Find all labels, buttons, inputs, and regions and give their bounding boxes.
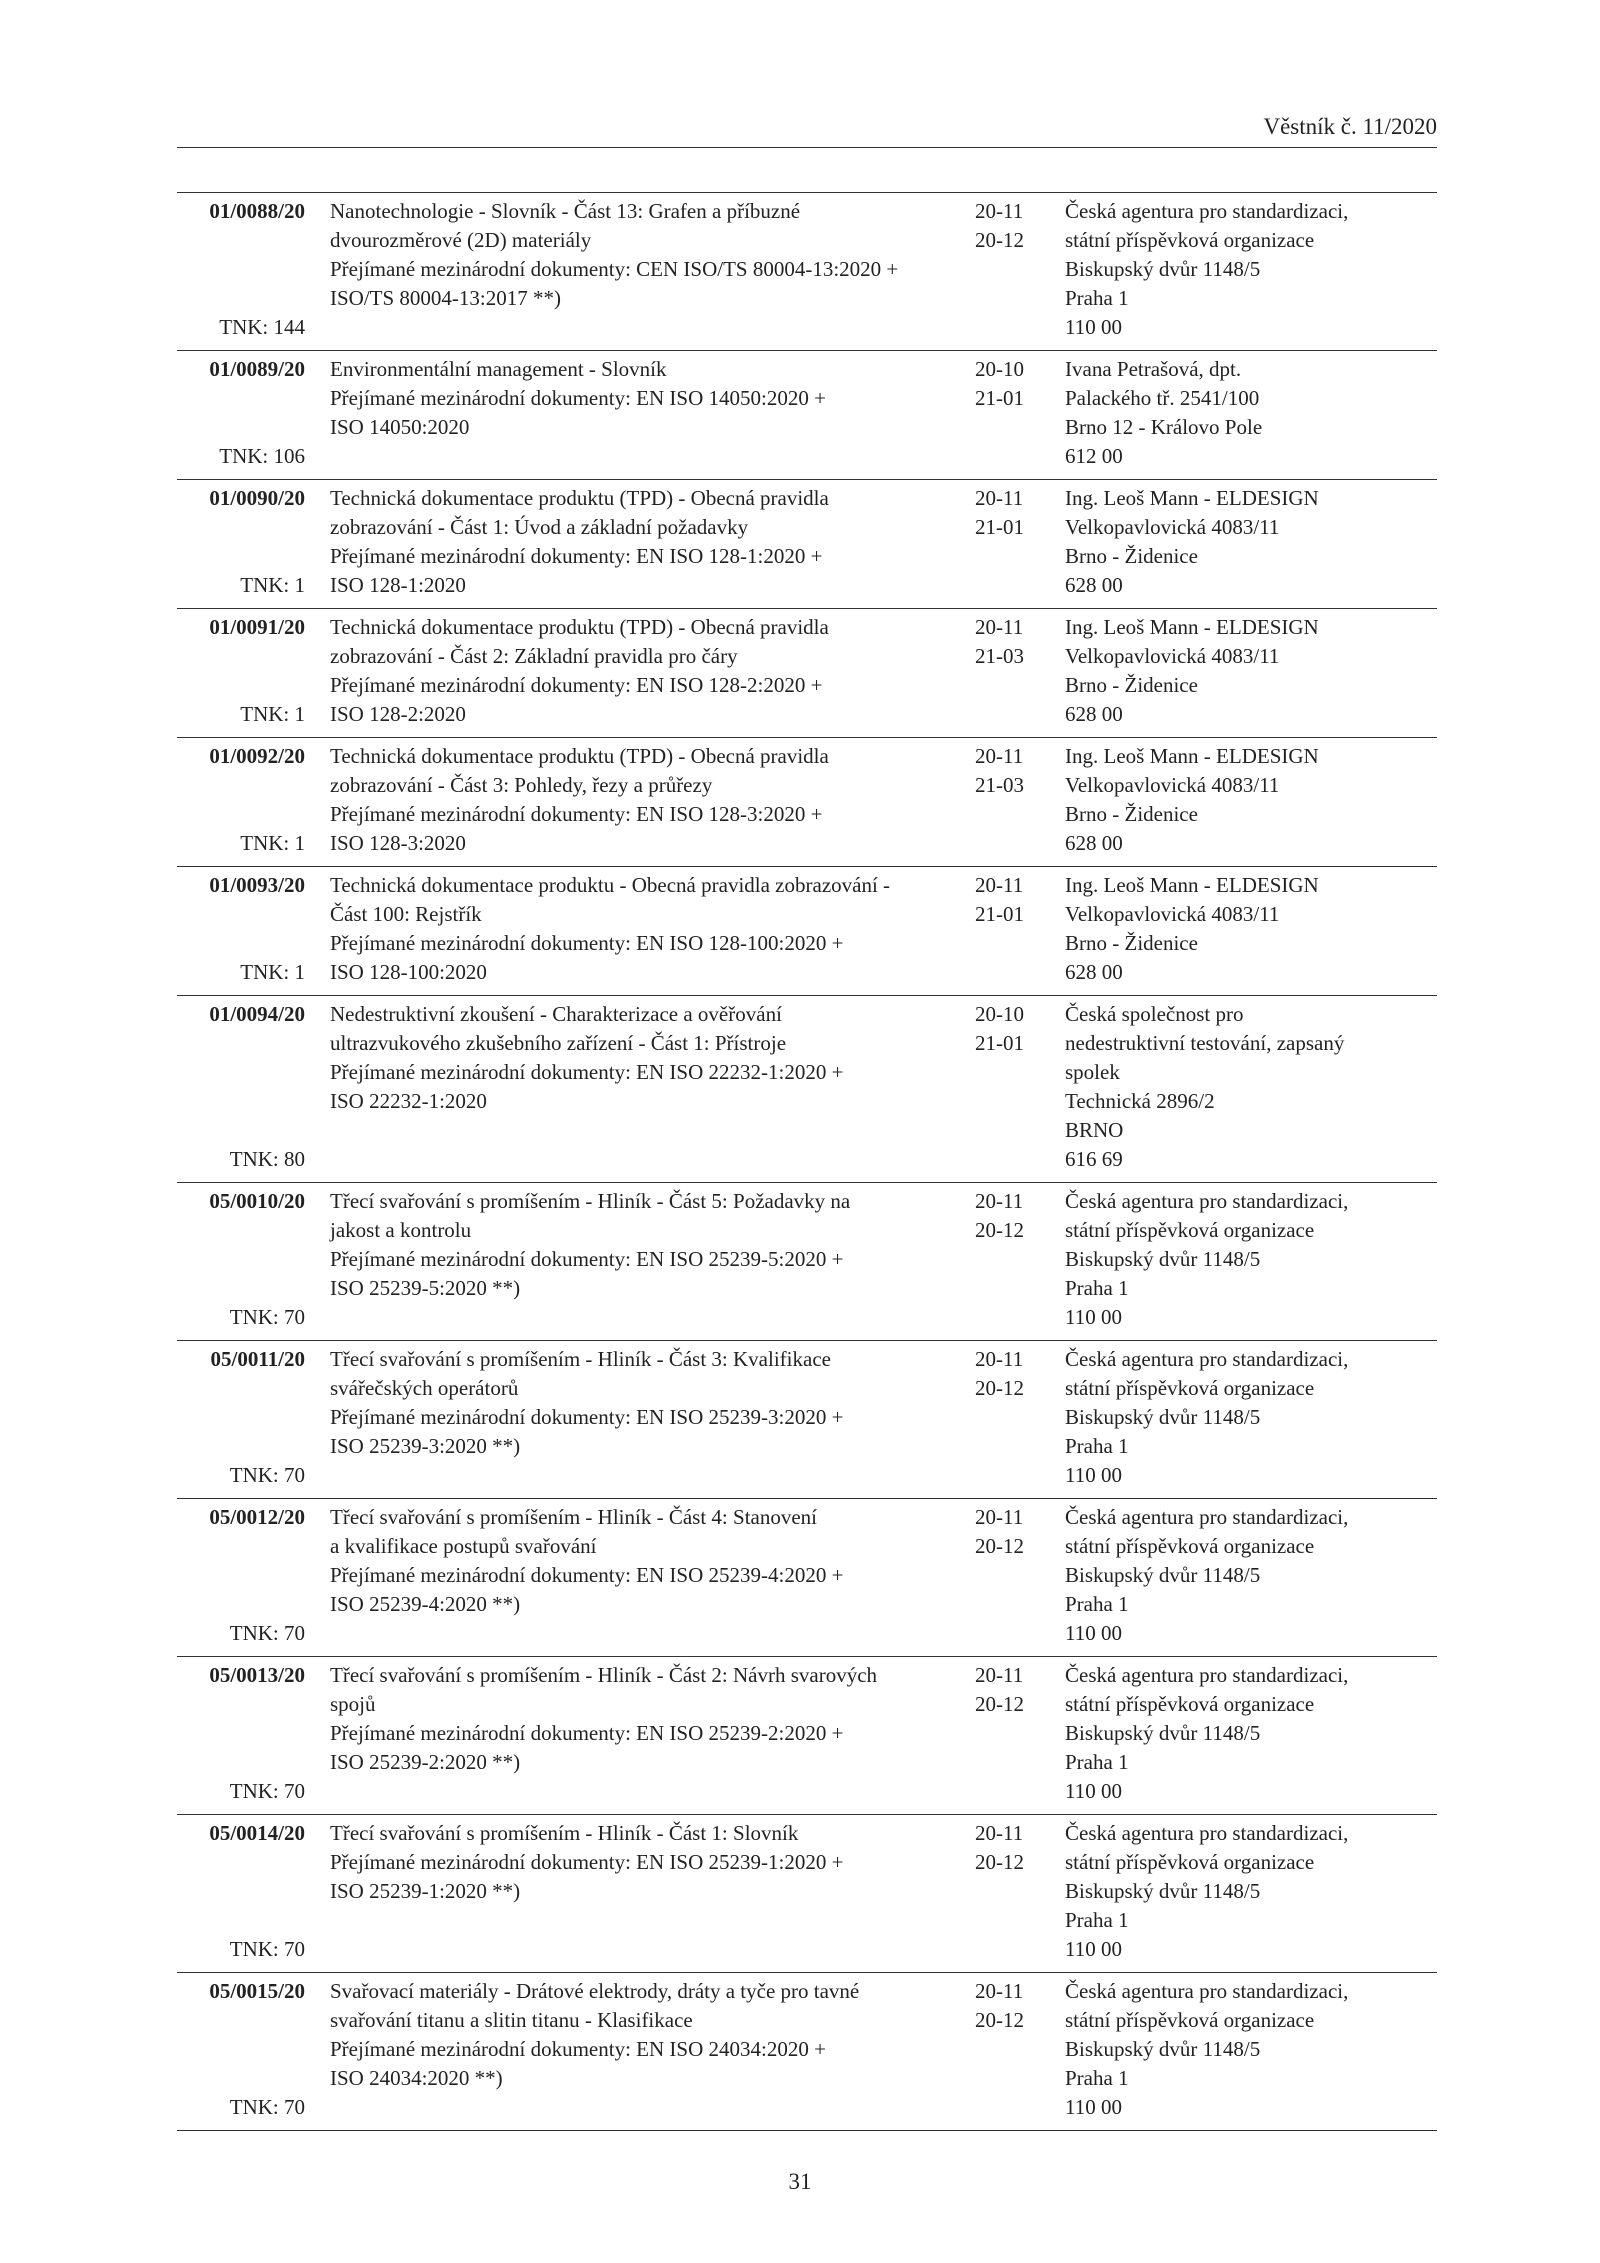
table-row: [177, 1499, 1437, 1657]
address-line: Biskupský dvůr 1148/5: [1065, 1563, 1261, 1587]
record-id-cell: [177, 484, 305, 600]
record-number: 05/0012/20: [209, 1505, 305, 1529]
table-row: [177, 1815, 1437, 1973]
record-id-cell: [177, 613, 305, 729]
address-line: 612 00: [1065, 444, 1123, 468]
table-row: [177, 480, 1437, 609]
address-line: 110 00: [1065, 1305, 1122, 1329]
address-line: Česká agentura pro standardizaci,: [1065, 1663, 1349, 1687]
dates-cell: [969, 355, 1059, 471]
address-cell: [1059, 1819, 1437, 1964]
record-id-cell: [177, 355, 305, 471]
address-line: 110 00: [1065, 1937, 1122, 1961]
standard-title-line: ISO 24034:2020 **): [330, 2066, 503, 2090]
address-line: státní příspěvková organizace: [1065, 1218, 1315, 1242]
address-line: 110 00: [1065, 1463, 1122, 1487]
standard-title-line: svářečských operátorů: [330, 1376, 519, 1400]
standard-title-line: Třecí svařování s promíšením - Hliník - Část 1: Slovník: [330, 1821, 799, 1845]
table-row: [177, 351, 1437, 480]
address-cell: [1059, 484, 1437, 600]
standard-title-line: ISO/TS 80004-13:2017 **): [330, 286, 561, 310]
record-id-cell: [177, 871, 305, 987]
date-value: 20-11: [975, 1663, 1024, 1687]
standard-title-cell: [305, 1819, 969, 1964]
date-value: 20-10: [975, 357, 1024, 381]
address-line: Ing. Leoš Mann - ELDESIGN: [1065, 873, 1319, 897]
address-line: Biskupský dvůr 1148/5: [1065, 2037, 1261, 2061]
record-number: 01/0089/20: [209, 357, 305, 381]
standard-title-line: Technická dokumentace produktu (TPD) - Obecná pravidla: [330, 744, 829, 768]
standard-title-line: Přejímané mezinárodní dokumenty: EN ISO 25239-1:2020 +: [330, 1850, 844, 1874]
standard-title-line: dvourozměrové (2D) materiály: [330, 228, 592, 252]
record-number: 01/0091/20: [209, 615, 305, 639]
address-line: Velkopavlovická 4083/11: [1065, 773, 1280, 797]
standard-title-line: Svařovací materiály - Drátové elektrody, dráty a tyče pro tavné: [330, 1979, 860, 2003]
standard-title-line: Environmentální management - Slovník: [330, 357, 667, 381]
date-value: 20-12: [975, 228, 1024, 252]
address-cell: [1059, 1345, 1437, 1490]
standard-title-line: ISO 128-100:2020: [330, 960, 487, 984]
address-cell: [1059, 1503, 1437, 1648]
standard-title-line: Přejímané mezinárodní dokumenty: CEN ISO/TS 80004-13:2020 +: [330, 257, 899, 281]
address-line: Praha 1: [1065, 1434, 1129, 1458]
address-line: Technická 2896/2: [1065, 1089, 1215, 1113]
standard-title-line: ISO 25239-5:2020 **): [330, 1276, 521, 1300]
address-line: 110 00: [1065, 1621, 1122, 1645]
tnk-label: TNK: 70: [229, 1621, 305, 1645]
address-line: státní příspěvková organizace: [1065, 1376, 1315, 1400]
standard-title-line: spojů: [330, 1692, 376, 1716]
standard-title-line: Přejímané mezinárodní dokumenty: EN ISO 128-3:2020 +: [330, 802, 823, 826]
date-value: 20-11: [975, 486, 1024, 510]
record-number: 05/0013/20: [209, 1663, 305, 1687]
address-line: Česká agentura pro standardizaci,: [1065, 1821, 1349, 1845]
address-line: Praha 1: [1065, 286, 1129, 310]
record-id-cell: [177, 742, 305, 858]
record-id-cell: [177, 1661, 305, 1806]
date-value: 20-12: [975, 1534, 1024, 1558]
standard-title-line: Třecí svařování s promíšením - Hliník - Část 5: Požadavky na: [330, 1189, 851, 1213]
address-line: 110 00: [1065, 2095, 1122, 2119]
date-value: 20-11: [975, 1505, 1024, 1529]
address-cell: [1059, 197, 1437, 342]
address-line: Česká agentura pro standardizaci,: [1065, 1505, 1349, 1529]
dates-cell: [969, 742, 1059, 858]
date-value: 21-03: [975, 644, 1024, 668]
standard-title-cell: [305, 484, 969, 600]
date-value: 20-12: [975, 1850, 1024, 1874]
record-id-cell: [177, 1977, 305, 2122]
dates-cell: [969, 484, 1059, 600]
address-line: Brno - Židenice: [1065, 673, 1198, 697]
date-value: 21-01: [975, 1031, 1024, 1055]
date-value: 20-11: [975, 199, 1024, 223]
standard-title-line: Technická dokumentace produktu - Obecná pravidla zobrazování -: [330, 873, 891, 897]
address-cell: [1059, 613, 1437, 729]
record-id-cell: [177, 1000, 305, 1174]
address-cell: [1059, 1000, 1437, 1174]
standard-title-line: Třecí svařování s promíšením - Hliník - Část 3: Kvalifikace: [330, 1347, 831, 1371]
standard-title-line: Nanotechnologie - Slovník - Část 13: Grafen a příbuzné: [330, 199, 801, 223]
table-row: [177, 867, 1437, 996]
address-line: 110 00: [1065, 1779, 1122, 1803]
address-line: státní příspěvková organizace: [1065, 1534, 1315, 1558]
tnk-label: TNK: 70: [229, 2095, 305, 2119]
standard-title-line: Přejímané mezinárodní dokumenty: EN ISO 24034:2020 +: [330, 2037, 826, 2061]
record-number: 05/0011/20: [210, 1347, 305, 1371]
standard-title-cell: [305, 1503, 969, 1648]
standard-title-line: Přejímané mezinárodní dokumenty: EN ISO 22232-1:2020 +: [330, 1060, 844, 1084]
table-row: [177, 1657, 1437, 1815]
address-line: Biskupský dvůr 1148/5: [1065, 1879, 1261, 1903]
tnk-label: TNK: 70: [229, 1305, 305, 1329]
address-line: Česká společnost pro: [1065, 1002, 1244, 1026]
address-line: Velkopavlovická 4083/11: [1065, 515, 1280, 539]
standard-title-line: Přejímané mezinárodní dokumenty: EN ISO 25239-2:2020 +: [330, 1721, 844, 1745]
address-line: Palackého tř. 2541/100: [1065, 386, 1260, 410]
standard-title-line: a kvalifikace postupů svařování: [330, 1534, 597, 1558]
address-line: 628 00: [1065, 573, 1123, 597]
address-cell: [1059, 1977, 1437, 2122]
date-value: 20-12: [975, 1218, 1024, 1242]
date-value: 20-10: [975, 1002, 1024, 1026]
address-line: Biskupský dvůr 1148/5: [1065, 1721, 1261, 1745]
date-value: 20-11: [975, 1347, 1024, 1371]
standard-title-line: Přejímané mezinárodní dokumenty: EN ISO 128-100:2020 +: [330, 931, 844, 955]
record-number: 01/0093/20: [209, 873, 305, 897]
tnk-label: TNK: 70: [229, 1937, 305, 1961]
standard-title-line: zobrazování - Část 1: Úvod a základní požadavky: [330, 515, 749, 539]
date-value: 21-01: [975, 386, 1024, 410]
standard-title-line: Přejímané mezinárodní dokumenty: EN ISO 14050:2020 +: [330, 386, 826, 410]
standard-title-line: zobrazování - Část 3: Pohledy, řezy a průřezy: [330, 773, 713, 797]
table-row: [177, 193, 1437, 351]
tnk-label: TNK: 1: [240, 573, 305, 597]
date-value: 21-01: [975, 902, 1024, 926]
address-line: 110 00: [1065, 315, 1122, 339]
tnk-label: TNK: 1: [240, 831, 305, 855]
dates-cell: [969, 613, 1059, 729]
table-row: [177, 996, 1437, 1183]
record-id-cell: [177, 1503, 305, 1648]
standard-title-line: Třecí svařování s promíšením - Hliník - Část 4: Stanovení: [330, 1505, 817, 1529]
table-row: [177, 609, 1437, 738]
address-line: Ing. Leoš Mann - ELDESIGN: [1065, 486, 1319, 510]
date-value: 20-12: [975, 1692, 1024, 1716]
standard-title-line: ultrazvukového zkušebního zařízení - Část 1: Přístroje: [330, 1031, 787, 1055]
record-number: 05/0014/20: [209, 1821, 305, 1845]
standard-title-line: svařování titanu a slitin titanu - Klasifikace: [330, 2008, 693, 2032]
address-line: Brno - Židenice: [1065, 544, 1198, 568]
standard-title-line: ISO 128-3:2020: [330, 831, 466, 855]
standard-title-line: Třecí svařování s promíšením - Hliník - Část 2: Návrh svarových: [330, 1663, 878, 1687]
record-id-cell: [177, 1187, 305, 1332]
record-number: 01/0094/20: [209, 1002, 305, 1026]
standard-title-line: Přejímané mezinárodní dokumenty: EN ISO 25239-4:2020 +: [330, 1563, 844, 1587]
standard-title-cell: [305, 355, 969, 471]
standard-title-line: ISO 22232-1:2020: [330, 1089, 487, 1113]
standard-title-line: jakost a kontrolu: [330, 1218, 472, 1242]
record-id-cell: [177, 197, 305, 342]
address-line: Brno - Židenice: [1065, 931, 1198, 955]
table-row: [177, 1183, 1437, 1341]
standard-title-line: Přejímané mezinárodní dokumenty: EN ISO 25239-5:2020 +: [330, 1247, 844, 1271]
standard-title-line: ISO 128-1:2020: [330, 573, 466, 597]
header-divider: [177, 147, 1437, 148]
standard-title-line: ISO 25239-1:2020 **): [330, 1879, 521, 1903]
address-line: BRNO: [1065, 1118, 1124, 1142]
date-value: 20-11: [975, 615, 1024, 639]
record-number: 01/0090/20: [209, 486, 305, 510]
tnk-label: TNK: 80: [229, 1147, 305, 1171]
address-line: Biskupský dvůr 1148/5: [1065, 257, 1261, 281]
address-line: 616 69: [1065, 1147, 1123, 1171]
standard-title-line: ISO 25239-2:2020 **): [330, 1750, 521, 1774]
record-id-cell: [177, 1819, 305, 1964]
date-value: 20-11: [975, 873, 1024, 897]
standard-title-line: Část 100: Rejstřík: [330, 902, 482, 926]
standard-title-line: Přejímané mezinárodní dokumenty: EN ISO 128-2:2020 +: [330, 673, 823, 697]
address-line: Velkopavlovická 4083/11: [1065, 644, 1280, 668]
date-value: 21-03: [975, 773, 1024, 797]
date-value: 20-12: [975, 2008, 1024, 2032]
address-line: Praha 1: [1065, 1592, 1129, 1616]
address-line: Praha 1: [1065, 2066, 1129, 2090]
address-line: Brno - Židenice: [1065, 802, 1198, 826]
dates-cell: [969, 1187, 1059, 1332]
dates-cell: [969, 1819, 1059, 1964]
standard-title-line: Přejímané mezinárodní dokumenty: EN ISO 128-1:2020 +: [330, 544, 823, 568]
standard-title-cell: [305, 1661, 969, 1806]
tnk-label: TNK: 106: [219, 444, 305, 468]
table-row: [177, 1341, 1437, 1499]
tnk-label: TNK: 70: [229, 1463, 305, 1487]
address-line: Biskupský dvůr 1148/5: [1065, 1405, 1261, 1429]
address-cell: [1059, 355, 1437, 471]
address-line: Ivana Petrašová, dpt.: [1065, 357, 1242, 381]
standard-title-cell: [305, 197, 969, 342]
dates-cell: [969, 1977, 1059, 2122]
record-number: 01/0088/20: [209, 199, 305, 223]
date-value: 20-11: [975, 1821, 1024, 1845]
address-line: Česká agentura pro standardizaci,: [1065, 1189, 1349, 1213]
address-line: spolek: [1065, 1060, 1120, 1084]
address-line: Praha 1: [1065, 1750, 1129, 1774]
address-cell: [1059, 1661, 1437, 1806]
table-row: [177, 1973, 1437, 2131]
standard-title-cell: [305, 742, 969, 858]
address-cell: [1059, 871, 1437, 987]
address-line: státní příspěvková organizace: [1065, 2008, 1315, 2032]
address-line: Brno 12 - Královo Pole: [1065, 415, 1263, 439]
record-number: 05/0015/20: [209, 1979, 305, 2003]
standard-title-cell: [305, 1977, 969, 2122]
standard-title-line: zobrazování - Část 2: Základní pravidla pro čáry: [330, 644, 738, 668]
address-line: státní příspěvková organizace: [1065, 1850, 1315, 1874]
tnk-label: TNK: 1: [240, 702, 305, 726]
dates-cell: [969, 1000, 1059, 1174]
record-id-cell: [177, 1345, 305, 1490]
dates-cell: [969, 197, 1059, 342]
standard-title-cell: [305, 1345, 969, 1490]
standard-title-line: ISO 128-2:2020: [330, 702, 466, 726]
address-line: Praha 1: [1065, 1908, 1129, 1932]
address-cell: [1059, 1187, 1437, 1332]
standard-title-line: ISO 14050:2020: [330, 415, 470, 439]
address-line: Biskupský dvůr 1148/5: [1065, 1247, 1261, 1271]
standard-title-cell: [305, 1000, 969, 1174]
tnk-label: TNK: 1: [240, 960, 305, 984]
address-line: Ing. Leoš Mann - ELDESIGN: [1065, 744, 1319, 768]
address-cell: [1059, 742, 1437, 858]
standard-title-line: ISO 25239-3:2020 **): [330, 1434, 521, 1458]
address-line: Ing. Leoš Mann - ELDESIGN: [1065, 615, 1319, 639]
tnk-label: TNK: 70: [229, 1779, 305, 1803]
tnk-label: TNK: 144: [219, 315, 305, 339]
standard-title-line: ISO 25239-4:2020 **): [330, 1592, 521, 1616]
address-line: Česká agentura pro standardizaci,: [1065, 1347, 1349, 1371]
dates-cell: [969, 1345, 1059, 1490]
address-line: 628 00: [1065, 960, 1123, 984]
address-line: státní příspěvková organizace: [1065, 1692, 1315, 1716]
address-line: Velkopavlovická 4083/11: [1065, 902, 1280, 926]
page-number: 31: [788, 2169, 812, 2194]
standard-title-line: Přejímané mezinárodní dokumenty: EN ISO 25239-3:2020 +: [330, 1405, 844, 1429]
dates-cell: [969, 1661, 1059, 1806]
date-value: 20-11: [975, 1979, 1024, 2003]
address-line: státní příspěvková organizace: [1065, 228, 1315, 252]
standard-title-cell: [305, 871, 969, 987]
address-line: Česká agentura pro standardizaci,: [1065, 199, 1349, 223]
address-line: 628 00: [1065, 831, 1123, 855]
standard-title-cell: [305, 613, 969, 729]
table-row: [177, 738, 1437, 867]
journal-header: Věstník č. 11/2020: [1263, 114, 1437, 139]
standard-title-line: Technická dokumentace produktu (TPD) - Obecná pravidla: [330, 486, 829, 510]
standard-title-line: Nedestruktivní zkoušení - Charakterizace a ověřování: [330, 1002, 782, 1026]
address-line: Česká agentura pro standardizaci,: [1065, 1979, 1349, 2003]
date-value: 20-12: [975, 1376, 1024, 1400]
dates-cell: [969, 871, 1059, 987]
date-value: 21-01: [975, 515, 1024, 539]
record-number: 01/0092/20: [209, 744, 305, 768]
record-number: 05/0010/20: [209, 1189, 305, 1213]
standard-title-line: Technická dokumentace produktu (TPD) - Obecná pravidla: [330, 615, 829, 639]
standards-table: [177, 192, 1437, 2131]
address-line: 628 00: [1065, 702, 1123, 726]
address-line: nedestruktivní testování, zapsaný: [1065, 1031, 1345, 1055]
address-line: Praha 1: [1065, 1276, 1129, 1300]
date-value: 20-11: [975, 744, 1024, 768]
dates-cell: [969, 1503, 1059, 1648]
standard-title-cell: [305, 1187, 969, 1332]
date-value: 20-11: [975, 1189, 1024, 1213]
